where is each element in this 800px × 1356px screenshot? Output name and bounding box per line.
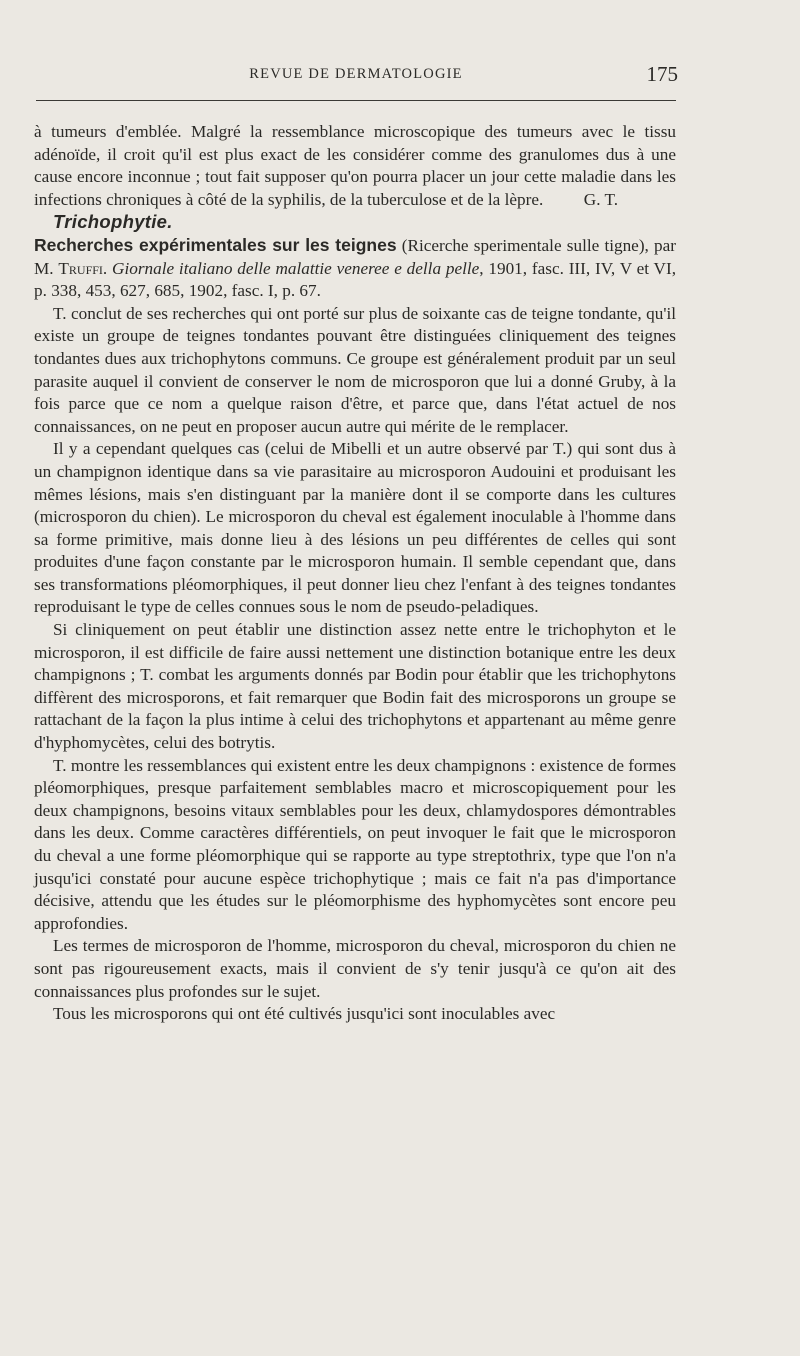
article-reference xyxy=(34,234,676,303)
paragraph: T. montre les ressemblances qui existent entre les deux champignons : existence de formes pléomorphiques, presque parfaitement semblables macro et microscopiquement pour les deux champignons, besoins vitaux semblables pour les deux, chlamydospores démontrables dans les deux. Comme caractères différentiels, on peut invoquer le fait que le microsporon du cheval a une forme pléomorphique qui se rapporte au type streptothrix, type que l'on n'a jusqu'ici constaté pour aucune espèce trichophytique ; mais ce fait n'a pas d'importance décisive, attendu que les études sur le pléomorphisme des hyphomycètes sont encore peu approfondies. xyxy=(34,755,677,933)
paragraph: Si cliniquement on peut établir une distinction assez nette entre le trichophyton et le microsporon, il est difficile de faire aussi nettement une distinction botanique entre les deux champignons ; T. combat les arguments donnés par Bodin pour établir que les trichophytons diffèrent des microsporons, et fait remarquer que Bodin fait des microsporons un groupe se rattachant de la façon la plus intime à celui des trichophytons et appartenant au même genre d'hyphomycètes, celui des botrytis. xyxy=(34,620,676,753)
article-sep: . xyxy=(102,258,113,278)
journal-ref: , 1901, fasc. III, IV, V et VI, p. 338, 453, 627, 685, 1902, fasc. I, p. 67. xyxy=(34,258,676,301)
author-signature: G. T. xyxy=(583,189,618,209)
running-head xyxy=(36,62,676,86)
running-title: REVUE DE DERMATOLOGIE xyxy=(249,66,463,82)
paragraph-text: à tumeurs d'emblée. Malgré la ressemblance microscopique des tumeurs avec le tissu adénoïde, il croit qu'il est plus exact de les considérer comme des granulomes dus à une cause encore inconnue ; tout fait supposer qu'on pourra placer un jour cette maladie dans les infections chroniques à côté de la syphilis, de la tuberculose et de la lèpre. xyxy=(34,122,676,209)
paragraph: Les termes de microsporon de l'homme, microsporon du cheval, microsporon du chien ne sont pas rigoureusement exacts, mais il convient de s'y tenir jusqu'à ce qu'on ait des connaissances plus profondes sur le sujet. xyxy=(34,936,676,1001)
paragraph-continued xyxy=(34,121,676,211)
paragraph: T. conclut de ses recherches qui ont porté sur plus de soixante cas de teigne tondante, qu'il existe un groupe de teignes tondantes pouvant être distinguées cliniquement des teignes tondantes dues aux trichophytons communs. Ce groupe est généralement produit par un seul parasite auquel il convient de conserver le nom de microsporon que lui a donné Gruby, à la fois parce que ce nom a quelque raison d'être, et parce que, dans l'état actuel de nos connaissances, on ne peut en proposer aucun autre qui mérite de le remplacer. xyxy=(34,303,676,436)
body-text xyxy=(34,121,676,1026)
journal-name: Giornale italiano delle malattie veneree e della pelle xyxy=(112,258,480,278)
article-author: Truffi xyxy=(58,258,103,278)
paragraph: Il y a cependant quelques cas (celui de Mibelli et un autre observé par T.) qui sont dus à un champignon identique dans sa vie parasitaire au microsporon Audouini et produisant les mêmes lésions, mais s'en distinguant par la manière dont il se comporte dans les cultures (microsporon du chien). Le microsporon du cheval est également inoculable à l'homme dans sa forme primitive, mais donne lieu à des lésions un peu différentes de celles qui sont produites d'une façon constante par le microsporon humain. Il semble cependant que, dans ses transformations pléomorphiques, il peut donner lieu chez l'enfant à des teignes tondantes reproduisant le type de celles connues sous le nom de pseudo-peladiques. xyxy=(34,439,676,617)
article-intro: (Ricerche sperimentale sulle tigne), par M. xyxy=(34,235,676,278)
article-title: Recherches expérimentales sur les teignes xyxy=(34,234,397,255)
header-rule xyxy=(36,100,676,101)
page-number: 175 xyxy=(646,62,678,86)
paragraph: Tous les microsporons qui ont été cultivés jusqu'ici sont inoculables avec xyxy=(53,1004,556,1024)
section-heading: Trichophytie. xyxy=(53,211,173,233)
